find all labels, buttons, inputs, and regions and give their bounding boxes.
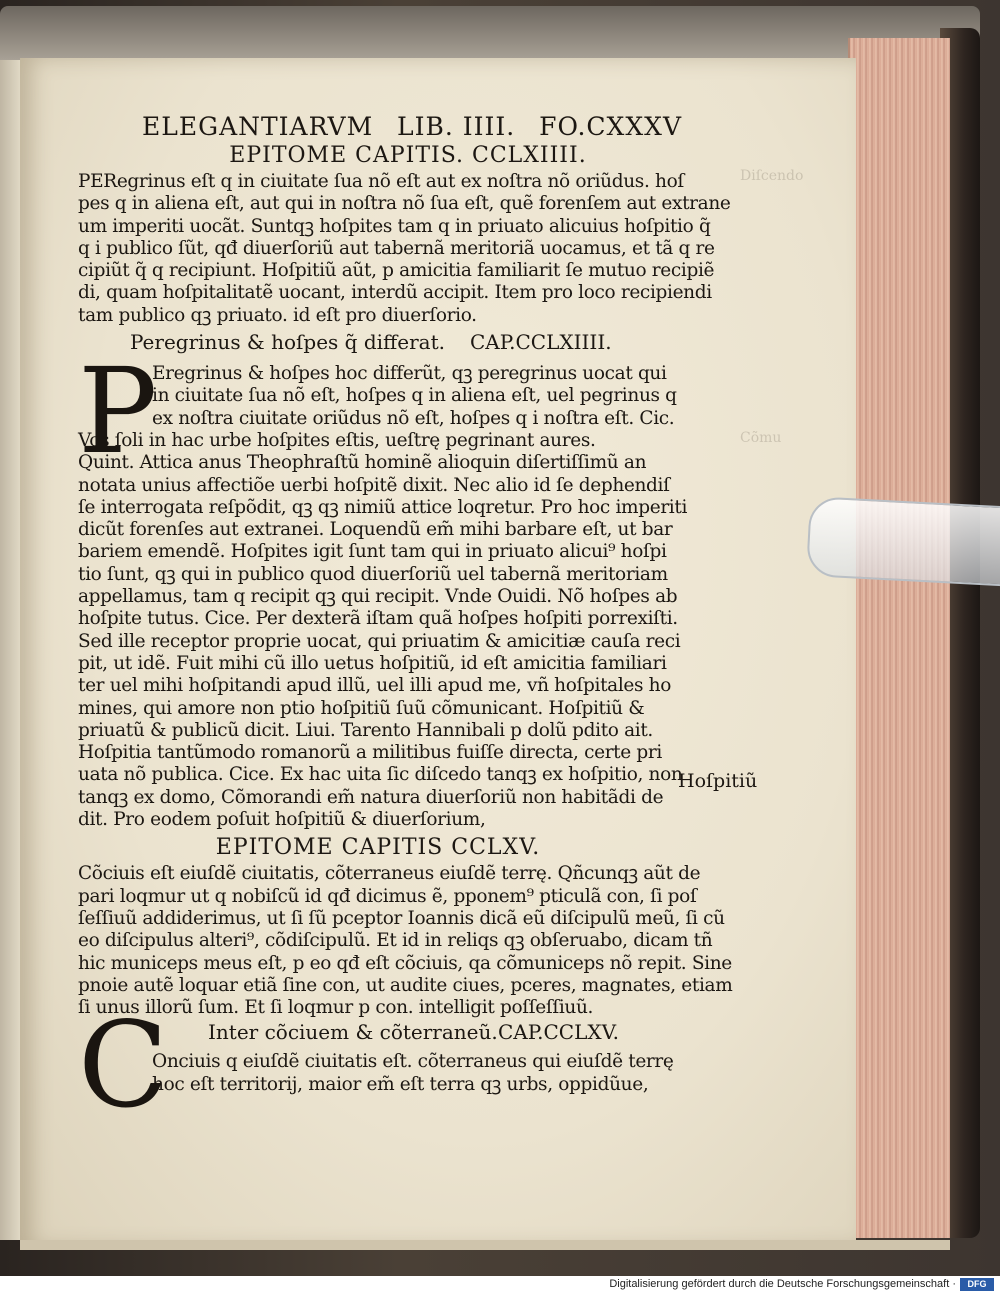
chapter-number: CAP.CCLXIIII. [470, 330, 612, 355]
text-line: Onciuis q eiuſdẽ ciuitatis eſt. cõterraneus qui eiuſdẽ terrę [152, 1051, 674, 1073]
running-header-folio: FO.CXXXV [539, 112, 682, 141]
running-header-title: ELEGANTIARVM [142, 112, 374, 141]
text-line: pnoie autẽ loquar etiã ſine con, ut audite ciues, pceres, magnates, etiam [78, 974, 733, 996]
text-line: eo diſcipulus alteri⁹, cõdiſcipulũ. Et id in reliqs qꝫ obſeruabo, dicam tñ [78, 930, 713, 952]
running-header-book: LIB. IIII. [397, 112, 516, 141]
text-line: mines, qui amore non ptio hoſpitiũ ſuũ cõmunicant. Hoſpitiũ & [78, 697, 645, 719]
text-line: Cõciuis eſt eiuſdẽ ciuitatis, cõterraneus eiuſdẽ terrę. Qñcunqꝫ aũt de [78, 863, 701, 885]
text-line: appellamus, tam q recipit qꝫ qui recipit. Vnde Ouidi. Nõ hoſpes ab [78, 586, 678, 608]
text-line: di, quam hoſpitalitatẽ uocant, interdũ accipit. Item pro loco recipiendi [78, 282, 712, 304]
facing-page-edge [0, 60, 22, 1240]
chapter-subheading-title-2: Inter cõciuem & cõterraneũ. [208, 1020, 498, 1045]
page-bottom-edge [20, 1240, 950, 1250]
drop-cap-initial-2: C [78, 996, 169, 1135]
text-line: Quint. Attica anus Theophraſtũ hominẽ alioquin diſertiſſimũ an [78, 452, 647, 474]
dfg-logo: DFG [960, 1278, 994, 1291]
text-line: pari loqmur ut q nobiſcũ id qđ dicimus ẽ, pponem⁹ pticulã con, ſi poſ [78, 885, 697, 907]
text-line: ſeſſiuũ addiderimus, ut ſi ſũ pceptor Ioannis dicã eũ diſcipulũ meũ, ſi cũ [78, 907, 725, 929]
chapter-subheading-title: Peregrinus & hoſpes q̃ differat. [130, 330, 445, 355]
text-line: tam publico qꝫ priuato. id eſt pro diuerſorio. [78, 304, 477, 326]
chapter-subheading-2 [208, 1019, 678, 1045]
text-line: ex noſtra ciuitate oriũdus nõ eſt, hoſpes q i noſtra eſt. Cic. [152, 407, 675, 429]
text-line: priuatũ & publicũ dicit. Liui. Tarento Hannibali p dolũ pdito ait. [78, 719, 653, 741]
text-line: tio ſunt, qꝫ qui in publico quod diuerſoriũ uel tabernã meritoriam [78, 563, 668, 585]
text-line: ſe interrogata reſpõdit, qꝫ qꝫ nimiũ attice loqretur. Pro hoc imperiti [78, 496, 688, 518]
show-through-text: Diſcendo [740, 168, 804, 184]
chapter-number-2: CAP.CCLXV. [498, 1020, 619, 1045]
text-line: dit. Pro eodem poſuit hoſpitiũ & diuerſorium, [78, 809, 486, 831]
show-through-text: Cõmu [740, 430, 782, 446]
text-line: Sed ille receptor proprie uocat, qui priuatim & amicitiæ cauſa reci [78, 630, 681, 652]
page-clip [806, 496, 1000, 587]
footer-bar [0, 1276, 1000, 1294]
text-line: hoſpite tutus. Cice. Per dexterã iſtam quã hoſpes hoſpiti porrexiſti. [78, 608, 678, 630]
text-line: pit, ut idẽ. Fuit mihi cũ illo uetus hoſpitiũ, id eſt amicitia familiari [78, 652, 667, 674]
text-line: q i publico ſũt, qđ diuerſoriũ aut tabernã meritoriã uocamus, et tã q re [78, 237, 715, 259]
text-line: notata unius affectiõe uerbi hoſpitẽ dixit. Nec alio id ſe dephendiſ [78, 474, 670, 496]
drop-cap-initial: P [78, 342, 158, 481]
text-line: Hoſpitia tantũmodo romanorũ a militibus fuiſſe directa, certe pri [78, 742, 662, 764]
text-line: bariem emendẽ. Hoſpites igit ſunt tam qui in priuato alicui⁹ hoſpi [78, 541, 667, 563]
text-line: Vos ſoli in hac urbe hoſpites eſtis, ueſtrę pegrinant aures. [78, 429, 596, 451]
text-line: ter uel mihi hoſpitandi apud illũ, uel illi apud me, vñ hoſpitales ho [78, 675, 672, 697]
epitome-paragraph [78, 171, 731, 327]
chapter-epitome-heading: EPITOME CAPITIS. CCLXIIII. [229, 143, 587, 168]
epitome-paragraph-2 [78, 863, 733, 1019]
text-line: hic municeps meus eſt, p eo qđ eſt cõciuis, qa cõmuniceps nõ repit. Sine [78, 952, 732, 974]
text-line: hoc eſt territorij, maior em̃ eſt terra qꝫ urbs, oppidũue, [152, 1073, 649, 1095]
text-line: ſi unus illorũ ſum. Et ſi loqmur p con. intelligit poſſeſſiuũ. [78, 997, 594, 1019]
text-line: PERegrinus eſt q in ciuitate ſua nõ eſt aut ex noſtra nõ oriũdus. hoſ [78, 171, 684, 192]
text-line: in ciuitate ſua nõ eſt, hoſpes q in aliena eſt, uel pegrinus q [152, 385, 677, 407]
text-line: cipiũt q̃ q recipiunt. Hoſpitiũ aũt, p amicitia familiarit ſe mutuo recipiẽ [78, 260, 715, 282]
text-line: tanqꝫ ex domo, Cõmorandi em̃ natura diuerſoriũ non habitãdi de [78, 786, 664, 808]
text-line: uata nõ publica. Cice. Ex hac uita ſic diſcedo tanqꝫ ex hoſpitio, non [78, 764, 683, 786]
chapter-epitome-heading-2: EPITOME CAPITIS CCLXV. [215, 835, 541, 861]
chapter-subheading [130, 329, 678, 355]
text-line: dicũt forenſes aut extranei. Loquendũ em̃ mihi barbare eſt, ut bar [78, 519, 673, 541]
funding-notice: Digitalisierung gefördert durch die Deutsche Forschungsgemeinschaft · [609, 1278, 956, 1290]
page-block-edge [848, 38, 950, 1238]
running-header [142, 112, 682, 141]
text-line: um imperiti uocãt. Suntqꝫ hoſpites tam q in priuato alicuius hoſpitio q̃ [78, 215, 711, 237]
text-line: pes q in aliena eſt, aut qui in noſtra nõ ſua eſt, quẽ forenſem aut extrane [78, 193, 731, 215]
marginal-note: Hoſpitiũ [678, 770, 758, 792]
page-text [78, 112, 733, 1135]
text-line: Eregrinus & hoſpes hoc differũt, qꝫ peregrinus uocat qui [152, 363, 667, 385]
book-top-edge [0, 6, 980, 60]
